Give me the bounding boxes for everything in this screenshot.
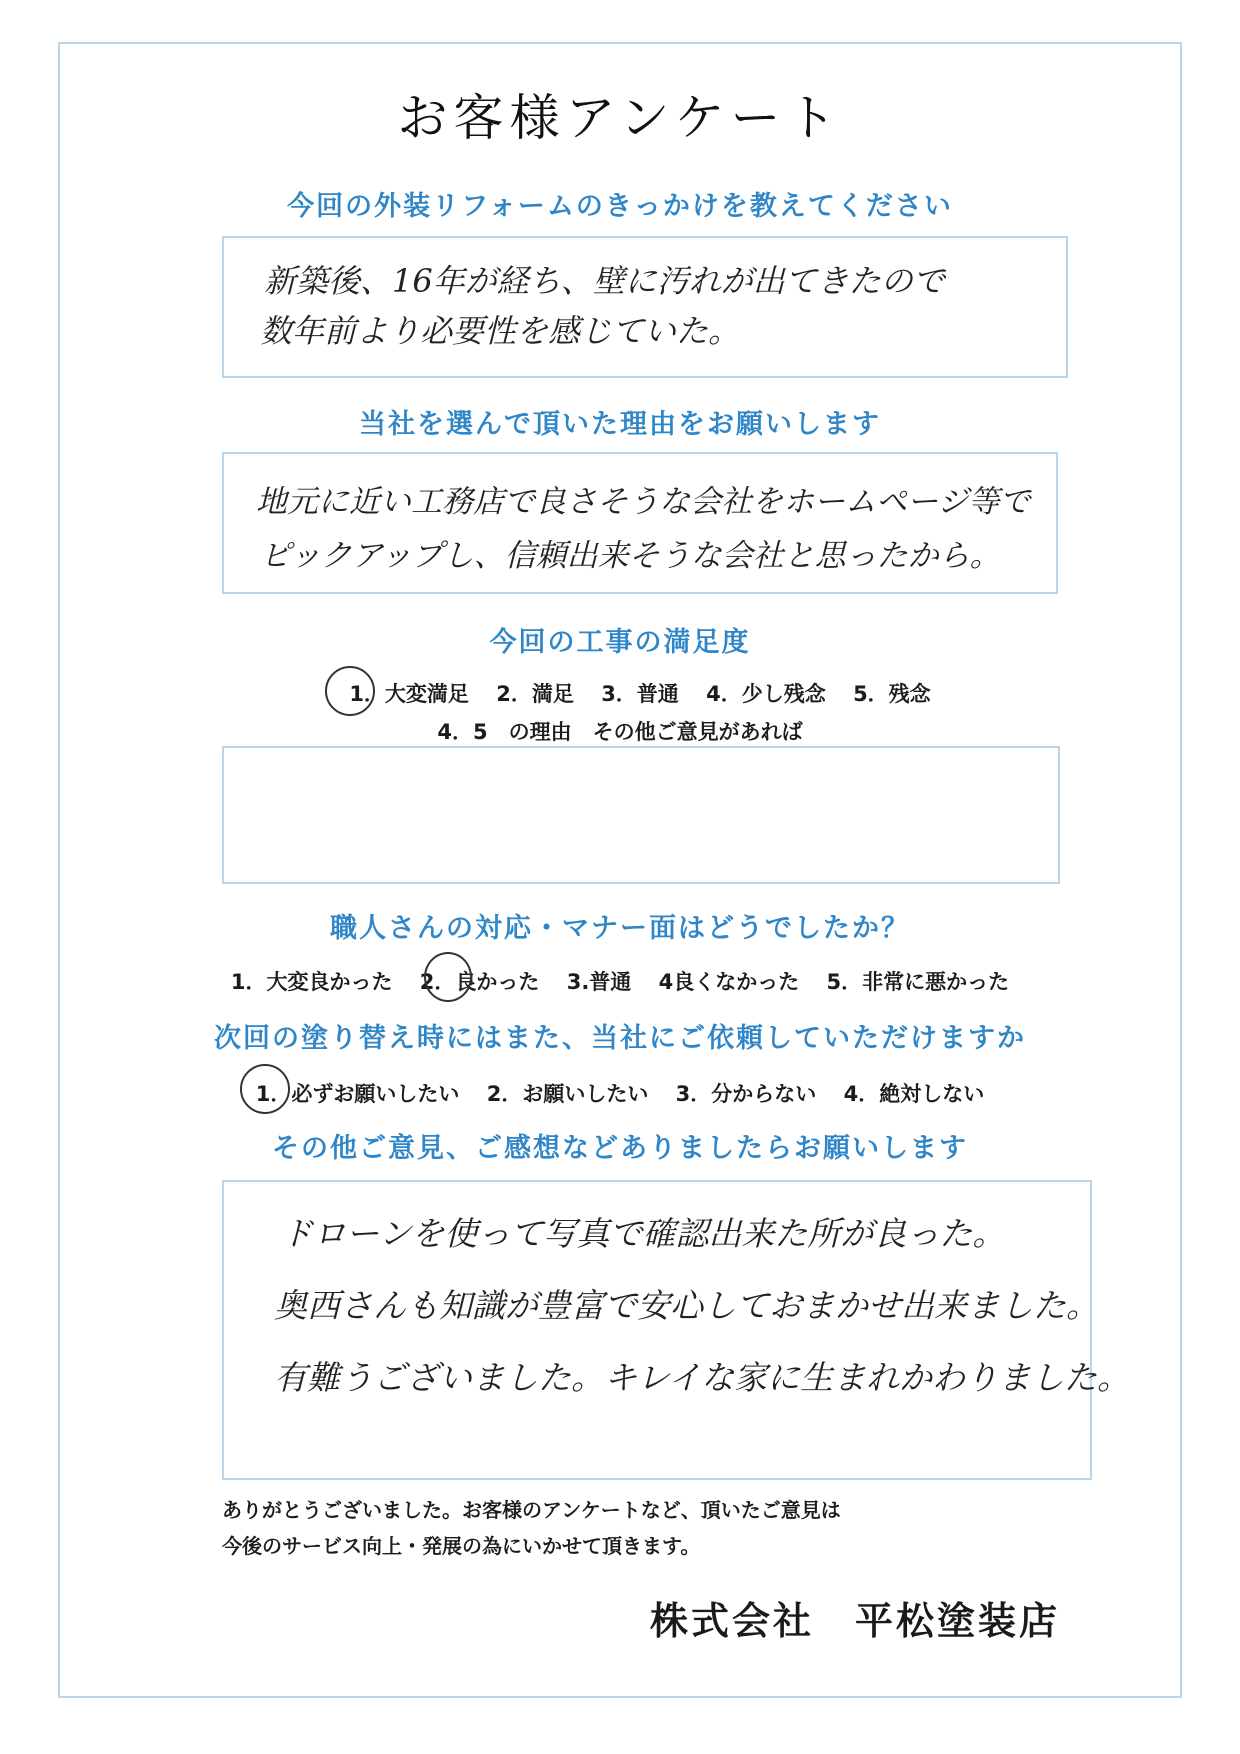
repeat-option[interactable]: 2．お願いしたい	[486, 1082, 649, 1106]
handwritten-answer-line: 地元に近い工務店で良さそうな会社をホームページ等で	[256, 484, 1031, 520]
answer-box-comments[interactable]	[222, 1180, 1131, 1480]
selection-circle	[325, 666, 375, 716]
answer-box-choice[interactable]	[222, 452, 1058, 594]
craftsman-options	[0, 966, 1240, 996]
page-title: お客様アンケート	[397, 89, 843, 147]
craftsman-option[interactable]: 5．非常に悪かった	[826, 970, 1010, 994]
question-repeat-label: 次回の塗り替え時にはまた、当社にご依頼していただけますか	[214, 1023, 1026, 1054]
handwritten-answer-line: 有難うございました。キレイな家に生まれかわりました。	[274, 1358, 1131, 1397]
question-comments-label: その他ご意見、ご感想などありましたらお願いします	[272, 1133, 968, 1164]
craftsman-option[interactable]: 2．良かった	[419, 970, 540, 994]
thank-you-text: 今後のサービス向上・発展の為にいかせて頂きます。	[222, 1534, 701, 1558]
reason-prompt: 4．5 の理由 その他ご意見があれば	[437, 720, 803, 744]
satisfaction-option[interactable]: 5．残念	[853, 682, 931, 706]
question-choice-label: 当社を選んで頂いた理由をお願いします	[359, 409, 881, 440]
selection-circle	[424, 952, 472, 1002]
handwritten-answer-line: 新築後、16年が経ち、壁に汚れが出てきたので	[264, 262, 945, 300]
craftsman-option[interactable]: 3.普通	[566, 970, 632, 994]
selection-circle	[240, 1064, 290, 1114]
satisfaction-option[interactable]: 2．満足	[496, 682, 574, 706]
handwritten-answer-line: 奥西さんも知識が豊富で安心しておまかせ出来ました。	[274, 1286, 1099, 1325]
handwritten-answer-line: ピックアップし、信頼出来そうな会社と思ったから。	[260, 538, 1001, 574]
question-satisfaction-label: 今回の工事の満足度	[489, 627, 751, 658]
answer-box-satisfaction-reason[interactable]	[222, 746, 1060, 884]
answer-box-reason[interactable]	[222, 236, 1068, 378]
repeat-option[interactable]: 4．絶対しない	[843, 1082, 985, 1106]
satisfaction-option[interactable]: 4．少し残念	[706, 682, 826, 706]
question-reason-label: 今回の外装リフォームのきっかけを教えてください	[287, 191, 953, 222]
thank-you-text: ありがとうございました。お客様のアンケートなど、頂いたご意見は	[222, 1498, 841, 1522]
handwritten-answer-line: ドローンを使って写真で確認出来た所が良った。	[280, 1214, 1006, 1253]
craftsman-option[interactable]: 1．大変良かった	[230, 970, 393, 994]
repeat-option[interactable]: 1．必ずお願いしたい	[255, 1082, 460, 1106]
company-name: 株式会社 平松塗装店	[650, 1599, 1061, 1643]
satisfaction-option[interactable]: 1．大変満足	[349, 682, 469, 706]
repeat-options	[0, 1078, 1240, 1108]
handwritten-answer-line: 数年前より必要性を感じていた。	[260, 312, 741, 350]
craftsman-option[interactable]: 4良くなかった	[658, 970, 800, 994]
question-craftsman-label: 職人さんの対応・マナー面はどうでしたか？	[330, 913, 910, 944]
satisfaction-options	[0, 678, 1240, 708]
repeat-option[interactable]: 3．分からない	[675, 1082, 817, 1106]
satisfaction-option[interactable]: 3．普通	[601, 682, 679, 706]
